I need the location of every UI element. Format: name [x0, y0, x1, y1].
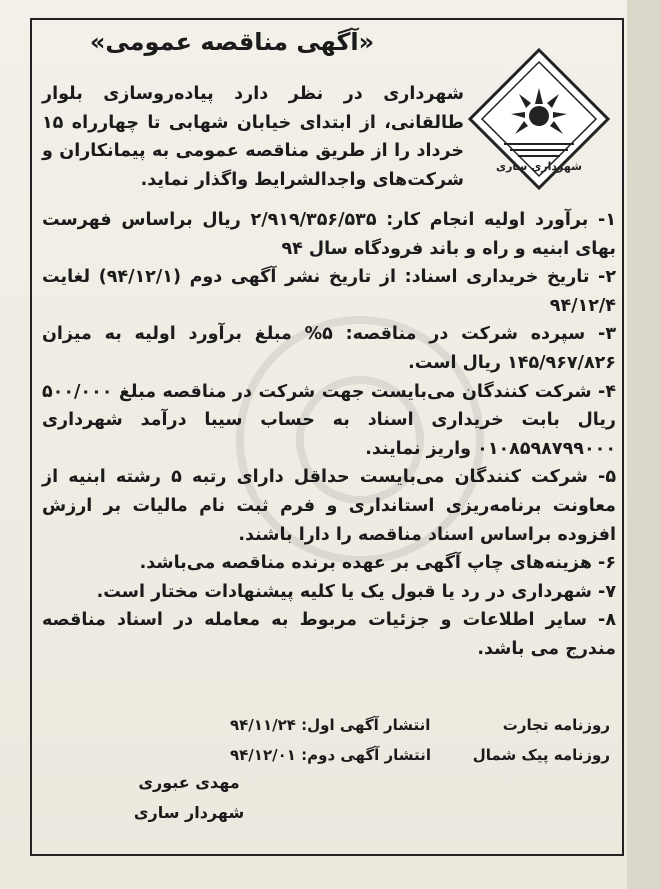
- conditions-list: [42, 206, 616, 664]
- publication-date: [230, 740, 431, 770]
- logo-text: شهرداری ساری: [496, 160, 582, 173]
- condition-item: ۷- شهرداری در رد یا قبول یک یا کلیه پیشنهادات مختار است.: [96, 581, 616, 602]
- newspaper-name: روزنامه پیک شمال: [472, 746, 610, 764]
- publication-date-value: ۹۴/۱۲/۰۱: [230, 746, 296, 764]
- condition-item: ۵- شرکت کنندگان می‌بایست حداقل دارای رتبه ۵ رشته ابنیه از معاونت برنامه‌ریزی استانداری و فرم ثبت نام مالیات بر ارزش افزوده براساس اسناد مناقصه را دارا باشند.: [42, 467, 616, 545]
- publication-label: انتشار آگهی اول:: [301, 716, 431, 734]
- condition-item: ۸- سایر اطلاعات و جزئیات مربوط به معامله در اسناد مناقصه مندرج می باشد.: [42, 610, 616, 659]
- notice-intro: شهرداری در نظر دارد پیاده‌روسازی بلوار طالقانی، از ابتدای خیابان شهابی تا چهارراه ۱۵ خرداد را از طریق مناقصه عمومی به پیمانکاران و شرکت‌های واجدالشرایط واگذار نماید.: [42, 84, 464, 190]
- condition-item: ۱- برآورد اولیه انجام کار: ۲/۹۱۹/۳۵۶/۵۳۵ ریال براساس فهرست بهای ابنیه و راه و باند فرودگاه سال ۹۴: [42, 210, 616, 259]
- publication-row: [230, 710, 610, 740]
- publication-label: انتشار آگهی دوم:: [301, 746, 431, 764]
- publication-date-value: ۹۴/۱۱/۲۴: [230, 716, 296, 734]
- publication-row: [230, 740, 610, 770]
- condition-item: ۶- هزینه‌های چاپ آگهی بر عهده برنده مناقصه می‌باشد.: [139, 553, 616, 574]
- condition-item: ۳- سپرده شرکت در مناقصه: ۵% مبلغ برآورد اولیه به میزان ۱۴۵/۹۶۷/۸۲۶ ریال است.: [42, 324, 616, 373]
- signatory-name: مهدی عبوری: [138, 773, 240, 792]
- signatory-position: شهردار ساری: [133, 803, 245, 822]
- publication-date: [230, 710, 430, 740]
- notice-title: «آگهی مناقصه عمومی»: [89, 28, 375, 56]
- signature-block: [104, 768, 274, 828]
- publication-info: [230, 710, 610, 770]
- notice-body: [42, 80, 616, 664]
- condition-item: ۲- تاریخ خریداری اسناد: از تاریخ نشر آگهی دوم (۹۴/۱۲/۱) لغایت ۹۴/۱۲/۴: [42, 267, 616, 316]
- page-edge-strip: [627, 0, 661, 889]
- newspaper-name: روزنامه تجارت: [502, 716, 610, 734]
- condition-item: ۴- شرکت کنندگان می‌بایست جهت شرکت در مناقصه مبلغ ۵۰۰/۰۰۰ ریال بابت خریداری اسناد به حساب سیبا درآمد شهرداری ۰۱۰۸۵۹۸۷۹۹۰۰۰ واریز نمایند.: [42, 381, 616, 459]
